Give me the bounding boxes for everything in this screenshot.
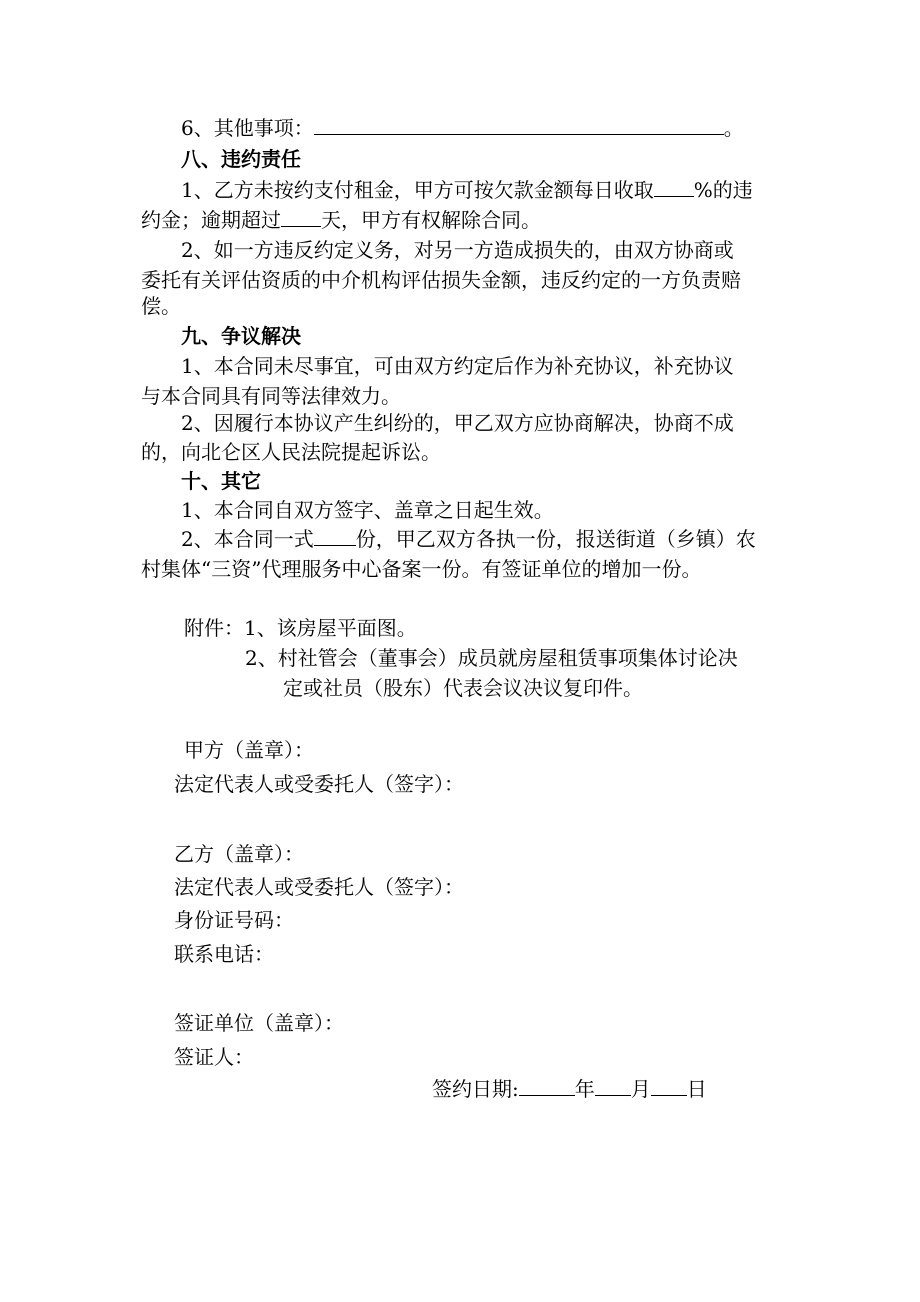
other-matters-label: 6、其他事项：: [181, 116, 314, 140]
s10-p1: 1、本合同自双方签字、盖章之日起生效。: [181, 498, 554, 522]
s9-p2-line2: 的，向北仑区人民法院提起诉讼。: [141, 440, 441, 464]
day-blank: [651, 1077, 687, 1096]
attachment-2-line2: 定或社员（股东）代表会议决议复印件。: [283, 676, 643, 700]
copies-blank: [314, 527, 356, 546]
s8-p2-line3: 偿。: [141, 294, 181, 318]
attachment-2-line1: 2、村社管会（董事会）成员就房屋租赁事项集体讨论决: [245, 646, 738, 670]
s9-p1-line1: 1、本合同未尽事宜，可由双方约定后作为补充协议，补充协议: [181, 354, 734, 378]
certifying-unit-seal: 签证单位（盖章）：: [174, 1011, 344, 1035]
party-a-seal: 甲方（盖章）：: [184, 738, 314, 762]
overdue-days-blank: [281, 208, 321, 227]
s9-p1-line2: 与本合同具有同等法律效力。: [141, 384, 401, 408]
other-matters-line: [181, 116, 744, 140]
s8-p2-line2: 委托有关评估资质的中介机构评估损失金额，违反约定的一方负责赔: [141, 268, 741, 292]
party-b-representative: 法定代表人或受委托人（签字）：: [174, 875, 464, 899]
year-blank: [519, 1077, 575, 1096]
s8-p2-line1: 2、如一方违反约定义务，对另一方造成损失的，由双方协商或: [181, 238, 734, 262]
s8-p1-line1: 1、乙方未按约支付租金，甲方可按欠款金额每日收取 %的违: [181, 178, 753, 202]
id-number: 身份证号码：: [174, 908, 294, 932]
other-matters-end: 。: [723, 116, 744, 140]
attachment-1: 附件：1、该房屋平面图。: [184, 616, 417, 640]
section-9-title: 九、争议解决: [181, 324, 301, 348]
contact-phone: 联系电话：: [174, 942, 274, 966]
penalty-rate-blank: [654, 178, 694, 197]
party-a-representative: 法定代表人或受委托人（签字）：: [174, 772, 464, 796]
section-8-title: 八、违约责任: [181, 147, 301, 171]
other-matters-blank: [314, 116, 724, 135]
party-b-seal: 乙方（盖章）：: [174, 842, 304, 866]
month-blank: [595, 1077, 631, 1096]
s10-p2-line1: 2、本合同一式 份，甲乙双方各执一份，报送街道（乡镇）农: [181, 527, 756, 551]
section-10-title: 十、其它: [181, 469, 261, 493]
signing-date: 签约日期: 年 月 日: [432, 1077, 707, 1101]
certifier: 签证人：: [174, 1045, 254, 1069]
s9-p2-line1: 2、因履行本协议产生纠纷的，甲乙双方应协商解决，协商不成: [181, 411, 734, 435]
s8-p1-line2: 约金；逾期超过 天，甲方有权解除合同。: [141, 208, 541, 232]
s10-p2-line2: 村集体“三资”代理服务中心备案一份。有签证单位的增加一份。: [141, 557, 702, 581]
